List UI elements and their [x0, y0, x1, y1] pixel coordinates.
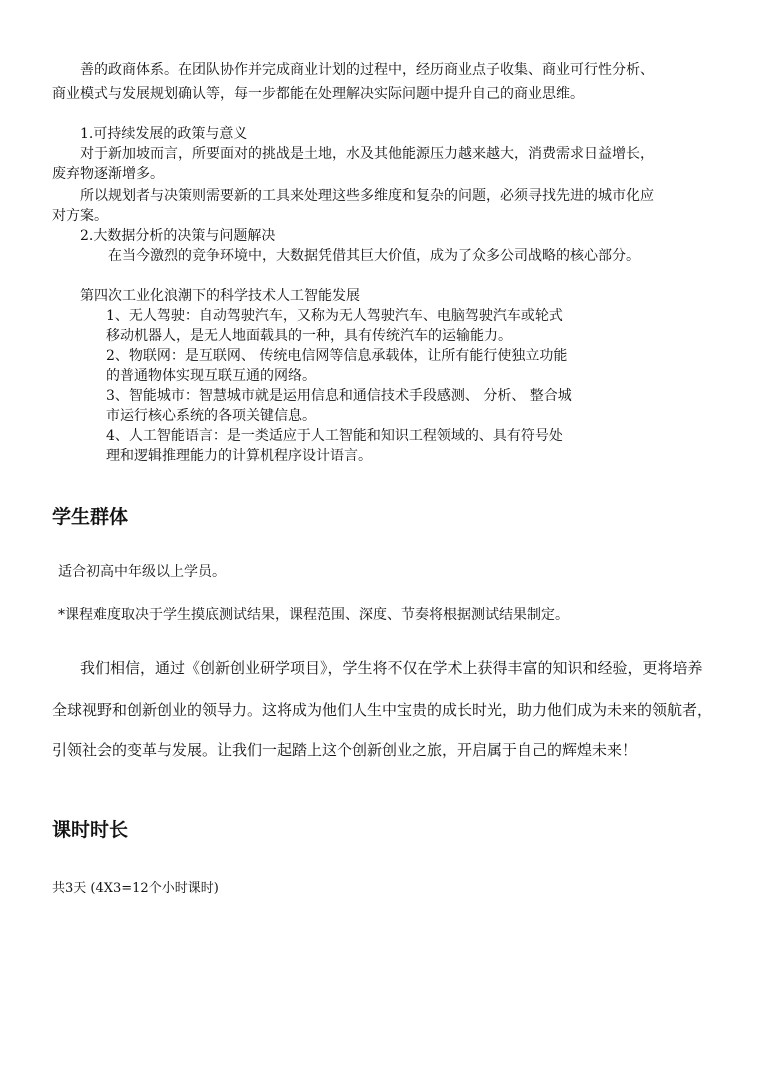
intro-line-1: 善的政商体系。在团队协作并完成商业计划的过程中，经历商业点子收集、商业可行性分析、	[80, 62, 654, 78]
industry-item-3-line-2: 市运行核心系统的各项关键信息。	[106, 408, 316, 424]
bigdata-title: 2.大数据分析的决策与问题解决	[80, 228, 276, 244]
students-note: *课程难度取决于学生摸底测试结果，课程范围、深度、节奏将根据测试结果制定。	[58, 607, 569, 623]
industry-item-4-line-1: 4、人工智能语言：是一类适应于人工智能和知识工程领域的、具有符号处	[106, 428, 563, 444]
students-suitable: 适合初高中年级以上学员。	[58, 564, 226, 580]
students-heading: 学生群体	[52, 506, 129, 528]
duration-heading: 课时时长	[52, 819, 129, 841]
industry-item-4-line-2: 理和逻辑推理能力的计算机程序设计语言。	[106, 448, 372, 464]
industry-item-1-line-1: 1、无人驾驶：自动驾驶汽车，又称为无人驾驶汽车、电脑驾驶汽车或轮式	[106, 308, 563, 324]
industry-title: 第四次工业化浪潮下的科学技术人工智能发展	[80, 288, 360, 304]
closing-line-2: 全球视野和创新创业的领导力。这将成为他们人生中宝贵的成长时光，助力他们成为未来的领航者，	[52, 701, 713, 719]
policy-paragraph-2-line-2: 对方案。	[52, 208, 108, 224]
industry-item-2-line-2: 的普通物体实现互联互通的网络。	[106, 368, 316, 384]
closing-line-1: 我们相信，通过《创新创业研学项目》，学生将不仅在学术上获得丰富的知识和经验，更将培养	[80, 659, 703, 677]
policy-paragraph-1-line-1: 对于新加坡而言，所要面对的挑战是土地，水及其他能源压力越来越大，消费需求日益增长，	[80, 146, 654, 162]
industry-item-3-line-1: 3、智能城市：智慧城市就是运用信息和通信技术手段感测、 分析、 整合城	[106, 388, 572, 404]
policy-paragraph-1-line-2: 废弃物逐渐增多。	[52, 166, 164, 182]
industry-item-2-line-1: 2、物联网：是互联网、 传统电信网等信息承载体，让所有能行使独立功能	[106, 348, 568, 364]
duration-text: 共3天 (4X3=12个小时课时)	[52, 881, 219, 896]
policy-paragraph-2-line-1: 所以规划者与决策则需要新的工具来处理这些多维度和复杂的问题，必须寻找先进的城市化应	[80, 188, 654, 204]
intro-line-2: 商业模式与发展规划确认等，每一步都能在处理解决实际问题中提升自己的商业思维。	[52, 86, 584, 102]
bigdata-text: 在当今激烈的竞争环境中，大数据凭借其巨大价值，成为了众多公司战略的核心部分。	[108, 248, 640, 264]
industry-item-1-line-2: 移动机器人，是无人地面载具的一种，具有传统汽车的运输能力。	[106, 328, 512, 344]
policy-title: 1.可持续发展的政策与意义	[80, 126, 248, 142]
closing-line-3: 引领社会的变革与发展。让我们一起踏上这个创新创业之旅，开启属于自己的辉煌未来！	[52, 741, 638, 759]
